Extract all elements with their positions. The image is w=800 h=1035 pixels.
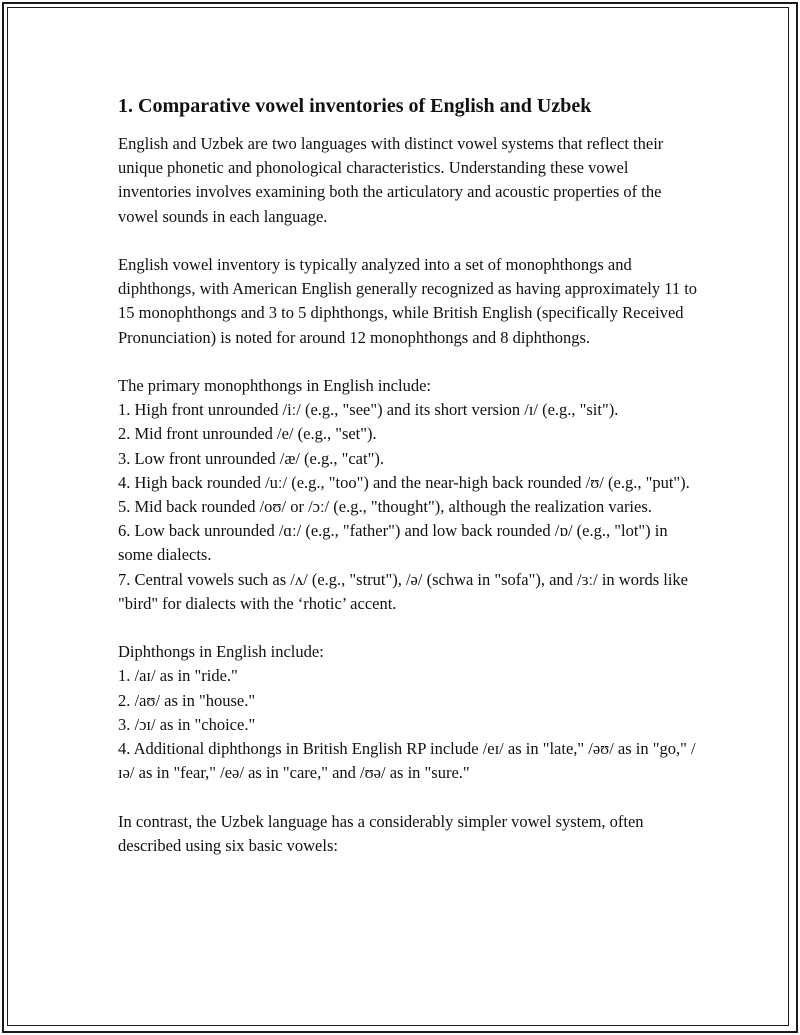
monophthong-item: 4. High back rounded /uː/ (e.g., "too") and the near-high back rounded /ʊ/ (e.g., "put"). <box>118 472 690 492</box>
intro-paragraph: English and Uzbek are two languages with distinct vowel systems that reflect their unique phonetic and phonological characteristics. Understanding these vowel inventories involves examining both the articulatory and acoustic properties of the vowel sounds in each language. <box>118 134 664 226</box>
document-body <box>118 92 698 858</box>
diphthong-item: 1. /aɪ/ as in "ride." <box>118 666 238 686</box>
uzbek-intro-paragraph: In contrast, the Uzbek language has a considerably simpler vowel system, often described using six basic vowels: <box>118 811 644 855</box>
diphthongs-intro: Diphthongs in English include: <box>118 642 324 662</box>
monophthong-item: 5. Mid back rounded /oʊ/ or /ɔː/ (e.g., "thought"), although the realization varies. <box>118 497 652 517</box>
monophthong-item: 7. Central vowels such as /ʌ/ (e.g., "strut"), /ə/ (schwa in "sofa"), and /ɜː/ in words like "bird" for dialects with the ‘rhotic’ accent. <box>118 569 689 613</box>
monophthong-item: 3. Low front unrounded /æ/ (e.g., "cat"). <box>118 448 384 468</box>
paragraph-spacer <box>118 229 698 253</box>
monophthong-item: 6. Low back unrounded /ɑː/ (e.g., "father") and low back rounded /ɒ/ (e.g., "lot") in some dialects. <box>118 521 668 565</box>
paragraph-spacer <box>118 616 698 640</box>
diphthong-item: 3. /ɔɪ/ as in "choice." <box>118 714 256 734</box>
monophthongs-intro: The primary monophthongs in English include: <box>118 376 432 395</box>
paragraph-spacer <box>118 350 698 374</box>
diphthong-item: 4. Additional diphthongs in British English RP include /eɪ/ as in "late," /əʊ/ as in "go," /ɪə/ as in "fear," /eə/ as in "care," and /ʊə/ as in "sure." <box>118 739 696 783</box>
diphthong-item: 2. /aʊ/ as in "house." <box>118 690 256 710</box>
english-overview-paragraph: English vowel inventory is typically analyzed into a set of monophthongs and diphthongs, with American English generally recognized as having approximately 11 to 15 monophthongs and 3 to 5 diphthongs, while British English (specifically Received Pronunciation) is noted for around 12 monophthongs and 8 diphthongs. <box>118 255 698 347</box>
monophthong-item: 2. Mid front unrounded /e/ (e.g., "set"). <box>118 424 377 444</box>
section-heading: 1. Comparative vowel inventories of English and Uzbek <box>118 95 592 117</box>
monophthong-item: 1. High front unrounded /iː/ (e.g., "see") and its short version /ɪ/ (e.g., "sit"). <box>118 400 619 420</box>
paragraph-spacer <box>118 785 698 809</box>
